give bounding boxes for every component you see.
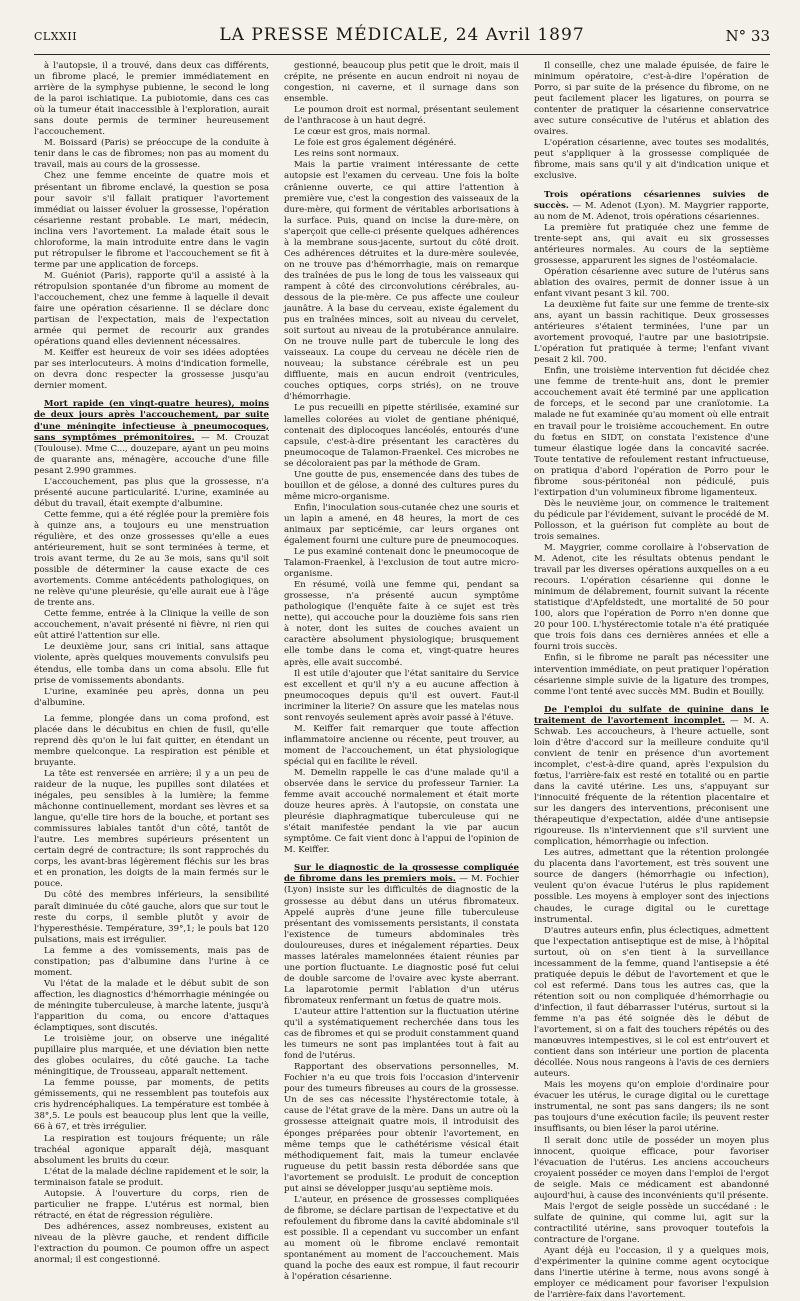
paragraph: Le pus examiné contenait donc le pneumocoque de Talamon-Fraenkel, à l'exclusion de tout autre micro-organisme. xyxy=(284,547,519,580)
paragraph: La respiration est toujours fréquente; un râle trachéal agonique apparaît déjà, masquant absolument les bruits du cœur. xyxy=(34,1133,269,1166)
paragraph: D'autres auteurs enfin, plus éclectiques, admettent que l'expectation antiseptique est de mise, à l'hôpital surtout, où on s'en tient à la surveillance incessamment de la femme, quand l'antisepsie a été pratiquée depuis le début de l'avortement et que le col est refermé. Dans tous les autres cas, que la rétention soit ou non compliquée d'hémorrhagie ou d'infection, il faut débarrasser l'utérus, surtout si la femme n'a pas été soignée dès le début de l'avortement, si on a fait des touchers répétés ou des manœuvres intempestives, si le col est entr'ouvert et contient dans son intérieur une portion de placenta décollée. Nous nous rangeons à l'avis de ces derniers auteurs. xyxy=(534,925,769,1080)
paragraph: Mais l'ergot de seigle possède un succédané : le sulfate de quinine, qui comme lui, agit sur la contractilité utérine, sans provoquer toutefois la contracture de l'organe. xyxy=(534,1201,769,1245)
paragraph: Des adhérences, assez nombreuses, existent au niveau de la plèvre gauche, et rendent difficile l'extraction du poumon. Ce poumon offre un aspect anormal; il est congestionné. xyxy=(34,1221,269,1266)
masthead-title: LA PRESSE MÉDICALE, 24 Avril 1897 xyxy=(219,25,585,45)
paragraph: Il conseille, chez une malade épuisée, de faire le minimum opératoire, c'est-à-dire l'opération de Porro, si par suite de la présence du fibrome, on ne peut facilement placer les ligatures, on pourra se contenter de pratiquer la césarienne conservatrice avec suture consécutive de l'utérus et ablation des ovaires. xyxy=(534,61,769,138)
column-1 xyxy=(34,61,269,1266)
paragraph: Une goutte de pus, ensemencée dans des tubes de bouillon et de gélose, a donné des cultures pures du même micro-organisme. xyxy=(284,469,519,502)
paragraph: La tête est renversée en arrière; il y a un peu de raideur de la nuque, les pupilles sont dilatées et inégales, peu sensibles à la lumière; la femme mâchonne continuellement, mordant ses lèvres et sa langue, qu'elle tire hors de la bouche, et portant ses commissures labiales tantôt d'un côté, tantôt de l'autre. Les membres supérieurs présentent un certain degré de contracture; ils sont rapprochés du corps, les avant-bras légèrement fléchis sur les bras et en pronation, les doigts de la main fermés sur le pouce. xyxy=(34,768,269,890)
page-header xyxy=(34,20,770,55)
section-heading xyxy=(534,190,769,223)
paragraph: gestionné, beaucoup plus petit que le droit, mais il crépite, ne présente en aucun endroit ni noyau de congestion, ni caverne, et il surnage dans son ensemble. xyxy=(284,61,519,105)
paragraph: Le deuxième jour, sans cri initial, sans attaque violente, après quelques mouvements convulsifs peu étendus, elle tomba dans un coma absolu. Elle fut prise de vomissements abondants. xyxy=(34,642,269,686)
paragraph: Enfin, l'inoculation sous-cutanée chez une souris et un lapin a amené, en 48 heures, la mort de ces animaux par septicémie, car leurs organes ont également fourni une culture pure de pneumocoques. xyxy=(284,502,519,547)
paragraph: Vu l'état de la malade et le début subit de son affection, les diagnostics d'hémorrhagie méningée ou de méningite tuberculeuse, à marche latente, jusqu'à l'apparition du coma, ou encore d'attaques éclamptiques, sont discutés. xyxy=(34,978,269,1034)
section-author: — M. Fochier (Lyon) insiste sur les difficultés de diagnostic de la grossesse au début dans un utérus fibromateux. Appelé auprès d'une jeune fille tuberculeuse présentant des vomissements persistants, il constata l'existence de tumeurs abdominales très douloureuses, dures et inégalement réparties. Deux masses latérales mamelonnées étaient réunies par une portion fluctuante. Le diagnostic posé fut celui de double sarcome de l'ovaire avec kyste aberrant. La laparotomie permit l'ablation d'un utérus fibromateux renfermant un fœtus de quatre mois. xyxy=(284,874,519,1006)
text-columns xyxy=(34,61,770,1301)
paragraph: Opération césarienne avec suture de l'utérus sans ablation des ovaires, permit de donner issue à un enfant vivant pesant 3 kil. 700. xyxy=(534,266,769,299)
paragraph: Enfin, une troisième intervention fut décidée chez une femme de trente-huit ans, dont le premier accouchement avait été terminé par une application de forceps, et le second par une cranïotomie. La malade ne fut examinée qu'au moment où elle entrait en travail pour le troisième accouchement. En outre du fœtus en SIDT, on constata l'existence d'une tumeur élastique logée dans la concavité sacrée. Toute tentative de refoulement restant infructueuse, on pratiqua d'abord l'opération de Porro pour le fibrome sous-péritonéal non pédiculé, puis l'extirpation d'un volumineux fibrome ligamenteux. xyxy=(534,366,769,498)
paragraph: Chez une femme enceinte de quatre mois et présentant un fibrome enclavé, la question se posa pour savoir s'il fallait pratiquer l'avortement immédiat ou laisser évoluer la grossesse, l'opération césarienne restant probable. Le mari, médecin, inclina vers l'avortement. La malade était sous le chloroforme, la main introduite entre dans le vagin put rétropulser le fibrome et l'accouchement se fit à terme par une application de forceps. xyxy=(34,171,269,270)
paragraph: Le poumon droit est normal, présentant seulement de l'anthracose à un haut degré. xyxy=(284,105,519,127)
paragraph: L'urine, examinée peu après, donna un peu d'albumine. xyxy=(34,686,269,708)
paragraph: Du côté des membres inférieurs, la sensibilité paraît diminuée du côté gauche, alors que sur tout le reste du corps, il semble plutôt y avoir de l'hyperesthésie. Température, 39°,1; le pouls bat 120 pulsations, mais est irrégulier. xyxy=(34,890,269,945)
paragraph: L'accouchement, pas plus que la grossesse, n'a présenté aucune particularité. L'urine, examinée au début du travail, était exempte d'albumine. xyxy=(34,476,269,509)
paragraph: à l'autopsie, il a trouvé, dans deux cas différents, un fibrome placé, le premier immédiatement en arrière de la symphyse pubienne, le second le long de la paroi ischiatique. La pubiotomie, dans ces cas où la tumeur était inaccessible à l'exploration, aurait sans doute permis de terminer heureusement l'accouchement. xyxy=(34,61,269,138)
page-folio: CLXXII xyxy=(34,30,78,43)
paragraph: Autopsie. À l'ouverture du corps, rien de particulier ne frappe. L'utérus est normal, bien rétracté, en état de régression régulière. xyxy=(34,1188,269,1221)
section-title: Mort rapide (en vingt-quatre heures), moins de deux jours après l'accouchement, par suite d'une méningite infectieuse à pneumocoques, sans symptômes prémonitoires. xyxy=(34,399,269,443)
paragraph: La femme pousse, par moments, de petits gémissements, qui ne ressemblent pas toutefois aux cris hydrencéphaliques. La température est tombée à 38°,5. Le pouls est beaucoup plus lent que la veille, 66 à 67, et très irrégulier. xyxy=(34,1078,269,1133)
section-title: Sur le diagnostic de la grossesse compliquée de fibrome dans les premiers mois. xyxy=(284,863,519,885)
paragraph: Rapportant des observations personnelles, M. Fochier n'a eu que trois fois l'occasion d'intervenir pour des tumeurs fibreuses au cours de la grossesse. Un de ses cas nécessite l'hystérectomie totale, à cause de l'état grave de la mère. Dans un autre où la grossesse atteignait quatre mois, il introduisit des éponges préparées pour obtenir l'avortement, en même temps que le cathétérisme vésical était méthodiquement fait, mais la tumeur enclavée rugueuse du petit bassin resta débordée sans que l'avortement se produisît. Le produit de conception put ainsi se développer jusqu'au septième mois. xyxy=(284,1062,519,1194)
paragraph: L'auteur attire l'attention sur la fluctuation utérine qu'il a systématiquement recherchée dans tous les cas de fibromes et qui se produit constamment quand les tumeurs ne sont pas implantées tout à fait au fond de l'utérus. xyxy=(284,1006,519,1062)
paragraph: Le foie est gros également dégénéré. xyxy=(294,138,457,149)
paragraph: La femme, plongée dans un coma profond, est placée dans le décubitus en chien de fusil, qu'elle reprend dès qu'on le lui fait quitter, en étendant un membre quelconque. La respiration est pénible et bruyante. xyxy=(34,713,269,768)
column-3 xyxy=(534,61,769,1301)
section-author: — M. Adenot (Lyon). M. Maygrier rapporte, au nom de M. Adenot, trois opérations césariennes. xyxy=(534,200,769,222)
section-title: De l'emploi du sulfate de quinine dans le traitement de l'avortement incomplet. xyxy=(534,704,769,726)
paragraph: Il serait donc utile de posséder un moyen plus innocent, quoique efficace, pour favoriser l'évacuation de l'utérus. Les anciens accoucheurs croyaient posséder ce moyen dans l'emploi de l'ergot de seigle. Mais ce médicament est abandonné aujourd'hui, à cause des inconvénients qu'il présente. xyxy=(534,1135,769,1201)
paragraph: Mais la partie vraiment intéressante de cette autopsie est l'examen du cerveau. Une fois la boîte crânienne ouverte, ce qui attire l'attention à première vue, c'est la congestion des vaisseaux de la dure-mère, qui forment de véritables arborisations à la surface. Puis, quand on incise la dure-mère, on s'aperçoit que celle-ci présente quelques adhérences à la membrane sous-jacente, surtout du côté droit. Ces adhérences détruites et la dure-mère soulevée, on ne trouve pas d'hémorrhagie, mais on remarque des traînées de pus le long de tous les vaisseaux qui rampent à côté des circonvolutions cérébrales, au-dessous de la pie-mère. Ce pus affecte une couleur jaunâtre. À la base du cerveau, existe également du pus en traînées minces, soit au niveau du cervelet, soit surtout au niveau de la protubérance annulaire. On ne trouve nulle part de tubercule le long des vaisseaux. La coupe du cerveau ne décèle rien de nouveau; la substance cérébrale est un peu diffluente, mais en aucun endroit (ventricules, couches optiques, corps striés), on ne trouve d'hémorrhagie. xyxy=(284,160,519,403)
paragraph: Dès le neuvième jour, on commence le traitement du pédicule par l'évidement, suivant le procédé de M. Pollosson, et la guérison fut complète au bout de trois semaines. xyxy=(534,498,769,542)
section-heading xyxy=(534,705,769,849)
paragraph: M. Guéniot (Paris), rapporte qu'il a assisté à la rétropulsion spontanée d'un fibrome au moment de l'accouchement, chez une femme à laquelle il devait faire une opération césarienne. Il se déclare donc partisan de l'expectation, mais de l'expectation armée qui permet de recourir aux grandes opérations quand elles deviennent nécessaires. xyxy=(34,270,269,348)
section-author: — M. Crouzat (Toulouse). Mme C..., douzepare, ayant un peu moins de quarante ans, ménagère, accouche d'une fille pesant 2.990 grammes. xyxy=(34,432,269,476)
paragraph: Il est utile d'ajouter que l'état sanitaire du Service est excellent et qu'il n'y a eu aucune affection à pneumocoques depuis qu'il est ouvert. Faut-il incriminer la literie? On assure que les matelas nous sont renvoyés seulement après avoir passé à l'étuve. xyxy=(284,668,519,723)
paragraph: M. Demelin rappelle le cas d'une malade qu'il a observée dans le service du professeur Tarnier. La femme avait accouché normalement et était morte douze heures après. À l'autopsie, on constata une pleurésie diaphragmatique tuberculeuse qui ne s'était manifestée pendant la vie par aucun symptôme. Ce fait vient donc à l'appui de l'opinion de M. Keiffer. xyxy=(284,768,519,856)
paragraph: Cette femme, qui a été réglée pour la première fois à quinze ans, a toujours eu une menstruation régulière, et des onze grossesses qu'elle a eues antérieurement, huit se sont terminées à terme, et trois avant terme, du 2e au 3e mois, sans qu'il soit possible de déterminer la cause exacte de ces avortements. Comme antécédents pathologiques, on ne relève qu'une pleurésie, qu'elle aurait eue à l'âge de trente ans. xyxy=(34,509,269,609)
paragraph: L'état de la malade décline rapidement et le soir, la terminaison fatale se produit. xyxy=(34,1166,269,1188)
paragraph: L'opération césarienne, avec toutes ses modalités, peut s'appliquer à la grossesse compliquée de fibrome, mais sans qu'il y ait d'indication unique et exclusive. xyxy=(534,138,769,182)
paragraph: Mais les moyens qu'on emploie d'ordinaire pour évacuer les utérus, le curage digital ou le curettage instrumental, ne sont pas sans dangers; ils ne sont pas toujours d'une exécution facile; ils peuvent rester insuffisants, ou bien léser la paroi utérine. xyxy=(534,1080,769,1135)
paragraph: Enfin, si le fibrome ne paraît pas nécessiter une intervention immédiate, on peut pratiquer l'opération césarienne simple suivie de la ligature des trompes, comme l'ont tenté avec succès MM. Budin et Bouilly. xyxy=(534,653,769,697)
section-author: — M. A. Schwab. Les accoucheurs, à l'heure actuelle, sont loin d'être d'accord sur la meilleure conduite qu'il convient de tenir en présence d'un avortement incomplet, c'est-à-dire quand, après l'expulsion du fœtus, l'arrière-faix est resté en totalité ou en partie dans la cavité utérine. Les uns, s'appuyant sur l'innocuité fréquente de la rétention placentaire et sur les dangers des interventions, préconisent une thérapeutique d'expectation, aidée d'une antisepsie rigoureuse. Ils n'interviennent que s'il survient une complication, hémorrhagie ou infection. xyxy=(534,715,769,848)
paragraph: Les autres, admettant que la rétention prolongée du placenta dans l'avortement, est très souvent une source de dangers (hémorrhagie ou infection), veulent qu'on évacue l'utérus le plus rapidement possible. Les moyens à employer sont des injections chaudes, le curage digital ou le curettage instrumental. xyxy=(534,848,769,925)
paragraph: Ayant déjà eu l'occasion, il y a quelques mois, d'expérimenter la quinine comme agent ocytocique dans l'inertie utérine à terme, nous avons songé à employer ce médicament pour favoriser l'expulsion de l'arrière-faix dans l'avortement. xyxy=(534,1245,769,1301)
section-heading xyxy=(34,399,269,476)
paragraph: M. Boissard (Paris) se préoccupe de la conduite à tenir dans le cas de fibromes; non pas au moment du travail, mais au cours de la grossesse. xyxy=(34,138,269,171)
section-heading xyxy=(284,863,519,1007)
column-2 xyxy=(284,61,519,1283)
paragraph: La femme a des vomissements, mais pas de constipation; pas d'albumine dans l'urine à ce moment. xyxy=(34,945,269,978)
paragraph: M. Keiffer fait remarquer que toute affection inflammatoire ancienne ou récente, peut trouver, au moment de l'accouchement, un état physiologique spécial qui en facilite le réveil. xyxy=(284,723,519,767)
paragraph: M. Maygrier, comme corollaire à l'observation de M. Adenot, cite les résultats obtenus pendant le travail par les diverses opérations auxquelles on a eu recours. L'opération césarienne qui donne le minimum de délabrement, fournit suivant la récente statistique d'Apfeldstedt, une mortalité de 50 pour 100, alors que l'opération de Porro n'en donne que 20 pour 100. L'hystérectomie totale n'a été pratiquée que trois fois dans ces dernières années et elle a fourni trois succès. xyxy=(534,543,769,653)
issue-number: N° 33 xyxy=(725,27,770,45)
paragraph: En résumé, voilà une femme qui, pendant sa grossesse, n'a présenté aucun symptôme pathologique (l'enquête faite à ce sujet est très nette), qui accouche pour la douzième fois sans rien à noter, dont les suites de couches avaient un caractère absolument physiologique; brusquement elle tombe dans le coma et, vingt-quatre heures après, elle avait succombé. xyxy=(284,580,519,668)
paragraph: La première fut pratiquée chez une femme de trente-sept ans, qui avait eu six grossesses antérieures normales. Au cours de la septième grossesse, apparurent les signes de l'ostéomalacie. xyxy=(534,222,769,266)
paragraph: Les reins sont normaux. xyxy=(294,149,400,160)
paragraph: Le troisième jour, on observe une inégalité pupillaire plus marquée, et une déviation bien nette des globes oculaires, du côté gauche. La tache méningitique, de Trousseau, apparaît nettement. xyxy=(34,1034,269,1078)
paragraph: Cette femme, entrée à la Clinique la veille de son accouchement, n'avait présenté ni fièvre, ni rien qui eût attiré l'attention sur elle. xyxy=(34,609,269,642)
paragraph: Le cœur est gros, mais normal. xyxy=(294,127,431,138)
paragraph: L'auteur, en présence de grossesses compliquées de fibrome, se déclare partisan de l'expectative et du refoulement du fibrome dans la cavité abdominale s'il est possible. Il a cependant vu succomber un enfant au moment où le fibrome enclavé remontait spontanément au moment de l'accouchement. Mais quand la poche des eaux est rompue, il faut recourir à l'opération césarienne. xyxy=(284,1194,519,1283)
section-title: Trois opérations césariennes suivies de succès. xyxy=(534,189,769,211)
paragraph: La deuxième fut faite sur une femme de trente-six ans, ayant un bassin rachitique. Deux grossesses antérieures s'étaient terminées, l'une par un avortement provoqué, l'autre par une basiotripsie. L'opération fut pratiquée à terme; l'enfant vivant pesait 2 kil. 700. xyxy=(534,299,769,366)
paragraph: Le pus recueilli en pipette stérilisée, examiné sur lamelles colorées au violet de gentiane phéniqué, contenait des diplocoques lancéolés, entourés d'une capsule, c'est-à-dire présentant les caractères du pneumocoque de Talamon-Fraenkel. Ces microbes ne se décoloraient pas par la méthode de Gram. xyxy=(284,403,519,469)
paragraph: M. Keiffer est heureux de voir ses idées adoptées par ses interlocuteurs. À moins d'indication formelle, on devra donc respecter la grossesse jusqu'au dernier moment. xyxy=(34,348,269,392)
